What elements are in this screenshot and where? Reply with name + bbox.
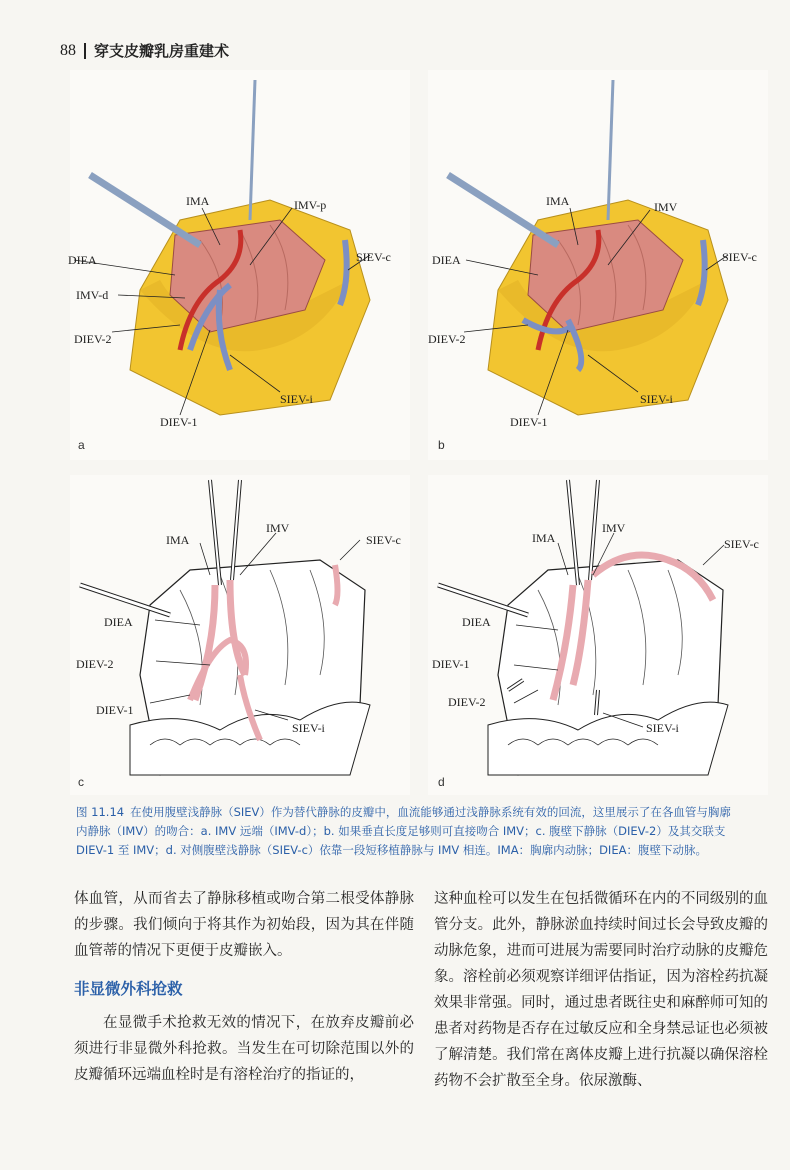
label-ima: IMA: [186, 194, 210, 208]
label-diea: DIEA: [68, 253, 97, 267]
panel-d-illustration: [428, 475, 768, 795]
panel-b-illustration: [428, 70, 768, 460]
label-diev-2: DIEV-2: [428, 332, 466, 346]
label-imv: IMV-p: [294, 198, 327, 212]
body-right-column: [434, 886, 768, 1094]
label-siev-c: SIEV-c: [724, 537, 759, 551]
figure-panel-d: [428, 475, 768, 795]
label-diea: DIEA: [104, 615, 133, 629]
label-siev-i: SIEV-i: [280, 392, 313, 406]
paragraph: 这种血栓可以发生在包括微循环在内的不同级别的血管分支。此外，静脉淤血持续时间过长会导致皮瓣的动脉危象，进而可进展为需要同时治疗动脉的皮瓣危象。溶栓前必须观察详细评估指证，因为溶栓药抗凝效果非常强。同时，通过患者既往史和麻醉师可知的患者对药物是否存在过敏反应和全身禁忌证也必须被了解清楚。我们常在离体皮瓣上进行抗凝以确保溶栓药物不会扩散至全身。依尿激酶、: [434, 891, 768, 1089]
figure-number: 图 11.14: [76, 805, 125, 819]
page-number: 88: [60, 41, 76, 59]
label-siev-i: SIEV-i: [292, 721, 325, 735]
label-imv: IMV: [654, 200, 678, 214]
paragraph: 体血管，从而省去了静脉移植或吻合第二根受体静脉的步骤。我们倾向于将其作为初始段，因为其在伴随血管蒂的情况下更便于皮瓣嵌入。: [74, 891, 414, 959]
paragraph: 在显微手术抢救无效的情况下，在放弃皮瓣前必须进行非显微外科抢救。当发生在可切除范围以外的皮瓣循环远端血栓时是有溶栓治疗的指证的，: [74, 1015, 414, 1083]
label-siev-i: SIEV-i: [646, 721, 679, 735]
label-diev-2: DIEV-2: [74, 332, 112, 346]
label-ima: IMA: [532, 531, 556, 545]
panel-a-illustration: [70, 70, 410, 460]
panel-letter-b: b: [438, 438, 445, 452]
figure-panel-a: [70, 70, 410, 460]
figure-panel-b: [428, 70, 768, 460]
label-diev-1: DIEV-1: [160, 415, 198, 429]
section-heading: 非显微外科抢救: [74, 980, 183, 998]
figure-caption-text: 在使用腹壁浅静脉（SIEV）作为替代静脉的皮瓣中，血流能够通过浅静脉系统有效的回流，这里展示了在各血管与胸廓内静脉（IMV）的吻合：a. IMV 远端（IMV-d）；b. 如果垂直长度足够则可直接吻合 IMV；c. 腹壁下静脉（DIEV-2）及其交联支 DIEV-1 至 IMV；d. 对侧腹壁浅静脉（SIEV-c）依靠一段短移植静脉与 IMV 相连。IMA：胸廓内动脉；DIEA：腹壁下动脉。: [76, 805, 731, 857]
label-diev-1: DIEV-1: [96, 703, 134, 717]
label-imv: IMV: [266, 521, 290, 535]
panel-letter-d: d: [438, 775, 445, 789]
figure-panel-c: [70, 475, 410, 795]
figure-caption: [76, 803, 736, 860]
panel-letter-a: a: [78, 438, 85, 452]
label-imv-d: IMV-d: [76, 288, 109, 302]
label-diev-2: DIEV-2: [76, 657, 114, 671]
body-left-column: [74, 886, 414, 1088]
label-imv: IMV: [602, 521, 626, 535]
label-siev-c: SIEV-c: [722, 250, 757, 264]
label-siev-c: SIEV-c: [366, 533, 401, 547]
label-ima: IMA: [166, 533, 190, 547]
label-diev-2: DIEV-2: [448, 695, 486, 709]
label-siev-c: SIEV-c: [356, 250, 391, 264]
label-diev-1: DIEV-1: [432, 657, 470, 671]
label-diev-1: DIEV-1: [510, 415, 548, 429]
panel-letter-c: c: [78, 775, 84, 789]
label-diea: DIEA: [462, 615, 491, 629]
label-siev-i: SIEV-i: [640, 392, 673, 406]
book-title: 穿支皮瓣乳房重建术: [94, 42, 230, 60]
panel-c-illustration: [70, 475, 410, 795]
header-divider: [84, 43, 86, 59]
label-ima: IMA: [546, 194, 570, 208]
running-header: [60, 40, 229, 61]
label-diea: DIEA: [432, 253, 461, 267]
